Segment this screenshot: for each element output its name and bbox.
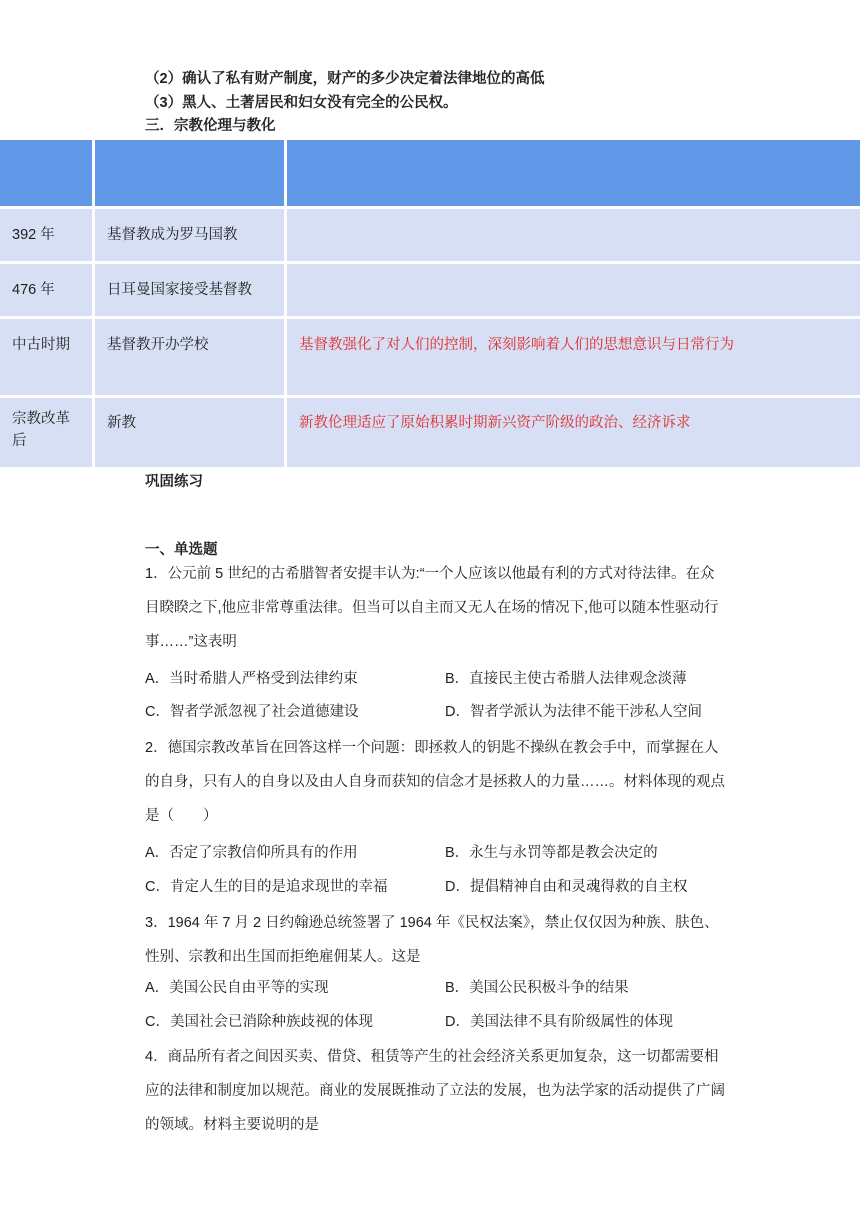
q3-option-a: A．美国公民自由平等的实现 xyxy=(145,980,329,996)
practice-title: 巩固练习 xyxy=(145,474,203,490)
row-time: 中古时期 xyxy=(0,319,95,395)
table-row xyxy=(0,398,860,467)
religion-table xyxy=(0,137,860,470)
q2-option-b: B．永生与永罚等都是教会决定的 xyxy=(445,845,658,861)
q3-option-b: B．美国公民积极斗争的结果 xyxy=(445,980,629,996)
section-3-heading: 三．宗教伦理与教化 xyxy=(145,118,276,134)
q1-option-b: B．直接民主使古希腊人法律观念淡薄 xyxy=(445,671,687,687)
q2-option-d: D．提倡精神自由和灵魂得救的自主权 xyxy=(445,879,688,895)
intro-line-3: （3）黑人、土著居民和妇女没有完全的公民权。 xyxy=(145,95,458,111)
table-row xyxy=(0,319,860,395)
table-header-cell xyxy=(0,140,95,206)
question-2-stem: 2．德国宗教改革旨在回答这样一个问题：即拯救人的钥匙不操纵在教会手中，而掌握在人的自身，只有人的自身以及由人自身而获知的信念才是拯救人的力量……。材料体现的观点是（ ） xyxy=(145,740,725,824)
question-3-stem: 3．1964 年 7 月 2 日约翰逊总统签署了 1964 年《民权法案》，禁止仅仅因为种族、肤色、性别、宗教和出生国而拒绝雇佣某人。这是 xyxy=(145,915,719,965)
row-time: 476 年 xyxy=(0,264,95,316)
section-1-heading: 一、单选题 xyxy=(145,542,218,558)
row-event: 日耳曼国家接受基督教 xyxy=(95,264,287,316)
row-event: 基督教开办学校 xyxy=(95,319,287,395)
row-effect xyxy=(287,209,860,261)
row-effect: 新教伦理适应了原始积累时期新兴资产阶级的政治、经济诉求 xyxy=(287,398,860,467)
row-effect xyxy=(287,264,860,316)
q2-option-a: A．否定了宗教信仰所具有的作用 xyxy=(145,845,358,861)
q1-option-a: A．当时希腊人严格受到法律约束 xyxy=(145,671,358,687)
table-header-row xyxy=(0,140,860,206)
table-header-cell xyxy=(95,140,287,206)
table-header-cell xyxy=(287,140,860,206)
row-event: 基督教成为罗马国教 xyxy=(95,209,287,261)
q2-option-c: C．肯定人生的目的是追求现世的幸福 xyxy=(145,879,388,895)
q3-option-c: C．美国社会已消除种族歧视的体现 xyxy=(145,1014,373,1030)
question-4-stem: 4．商品所有者之间因买卖、借贷、租赁等产生的社会经济关系更加复杂，这一切都需要相应的法律和制度加以规范。商业的发展既推动了立法的发展，也为法学家的活动提供了广阔的领域。材料主要说明的是 xyxy=(145,1049,725,1133)
row-event: 新教 xyxy=(95,398,287,467)
row-time: 392 年 xyxy=(0,209,95,261)
question-1-stem: 1．公元前 5 世纪的古希腊智者安提丰认为:“一个人应该以他最有利的方式对待法律。在众目睽睽之下,他应非常尊重法律。但当可以自主而又无人在场的情况下,他可以随本性驱动行事……”这表明 xyxy=(145,566,719,650)
table-row xyxy=(0,209,860,261)
q1-option-d: D．智者学派认为法律不能干涉私人空间 xyxy=(445,704,702,720)
q3-option-d: D．美国法律不具有阶级属性的体现 xyxy=(445,1014,673,1030)
row-time: 宗教改革后 xyxy=(0,398,95,467)
q1-option-c: C．智者学派忽视了社会道德建设 xyxy=(145,704,359,720)
intro-line-2: （2）确认了私有财产制度，财产的多少决定着法律地位的高低 xyxy=(145,71,545,87)
table-row xyxy=(0,264,860,316)
row-effect: 基督教强化了对人们的控制，深刻影响着人们的思想意识与日常行为 xyxy=(287,319,860,395)
